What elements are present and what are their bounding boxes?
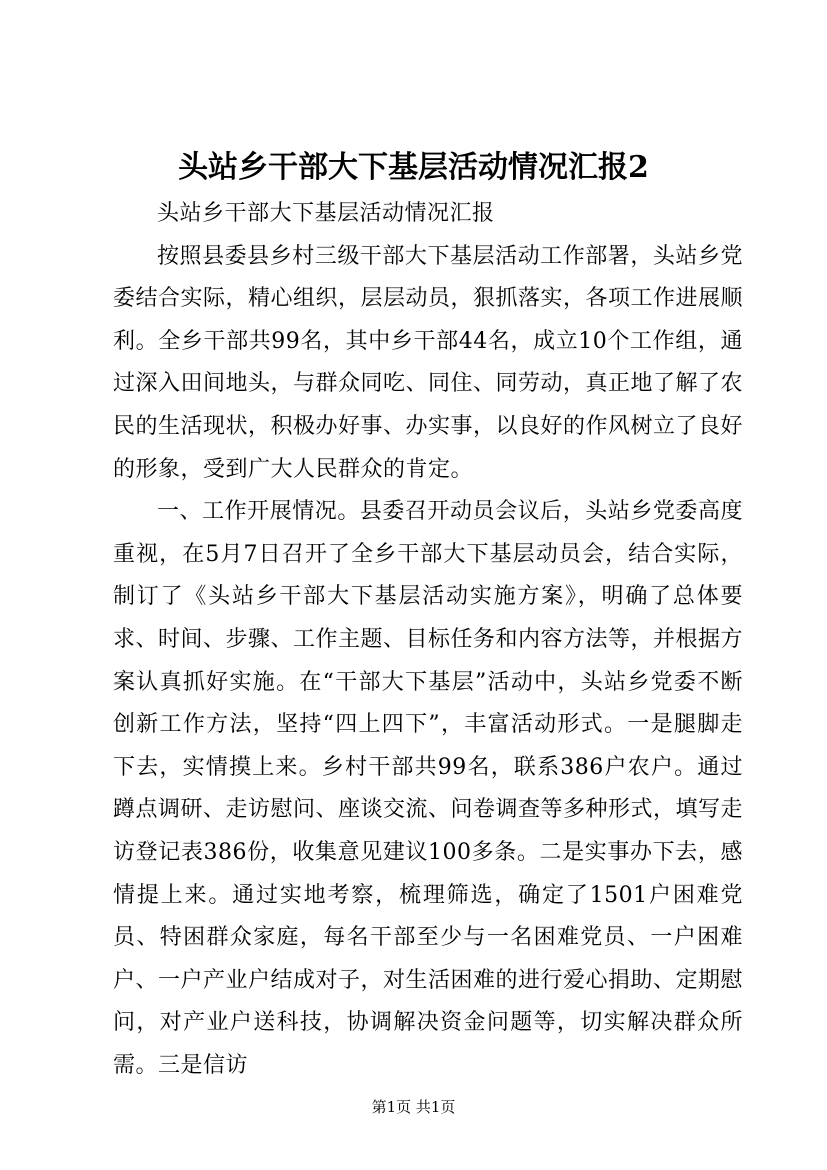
page-footer: 第1页 共1页 xyxy=(371,1098,456,1116)
subtitle-paragraph: 头站乡干部大下基层活动情况汇报 xyxy=(157,201,495,226)
document-body xyxy=(113,193,743,1087)
work-status-paragraph: 一、工作开展情况。县委召开动员会议后，头站乡党委高度重视，在5月7日召开了全乡干部大下基层动员会，结合实际，制订了《头站乡干部大下基层活动实施方案》，明确了总体要求、时间、步骤、工作主题、目标任务和内容方法等，并根据方案认真抓好实施。在“干部大下基层”活动中，头站乡党委不断创新工作方法，坚持“四上四下”，丰富活动形式。一是腿脚走下去，实情摸上来。乡村干部共99名，联系386户农户。通过蹲点调研、走访慰问、座谈交流、问卷调查等多种形式，填写走访登记表386份，收集意见建议100多条。二是实事办下去，感情提上来。通过实地考察，梳理筛选，确定了1501户困难党员、特困群众家庭，每名干部至少与一名困难党员、一户困难户、一户产业户结成对子，对生活困难的进行爱心捐助、定期慰问，对产业户送科技，协调解决资金问题等，切实解决群众所需。三是信访 xyxy=(113,499,744,1078)
document-title: 头站乡干部大下基层活动情况汇报2 xyxy=(178,150,649,185)
intro-paragraph: 按照县委县乡村三级干部大下基层活动工作部署，头站乡党委结合实际，精心组织，层层动员，狠抓落实，各项工作进展顺利。全乡干部共99名，其中乡干部44名，成立10个工作组，通过深入田间地头，与群众同吃、同住、同劳动，真正地了解了农民的生活现状，积极办好事、办实事，以良好的作风树立了良好的形象，受到广大人民群众的肯定。 xyxy=(113,243,744,482)
